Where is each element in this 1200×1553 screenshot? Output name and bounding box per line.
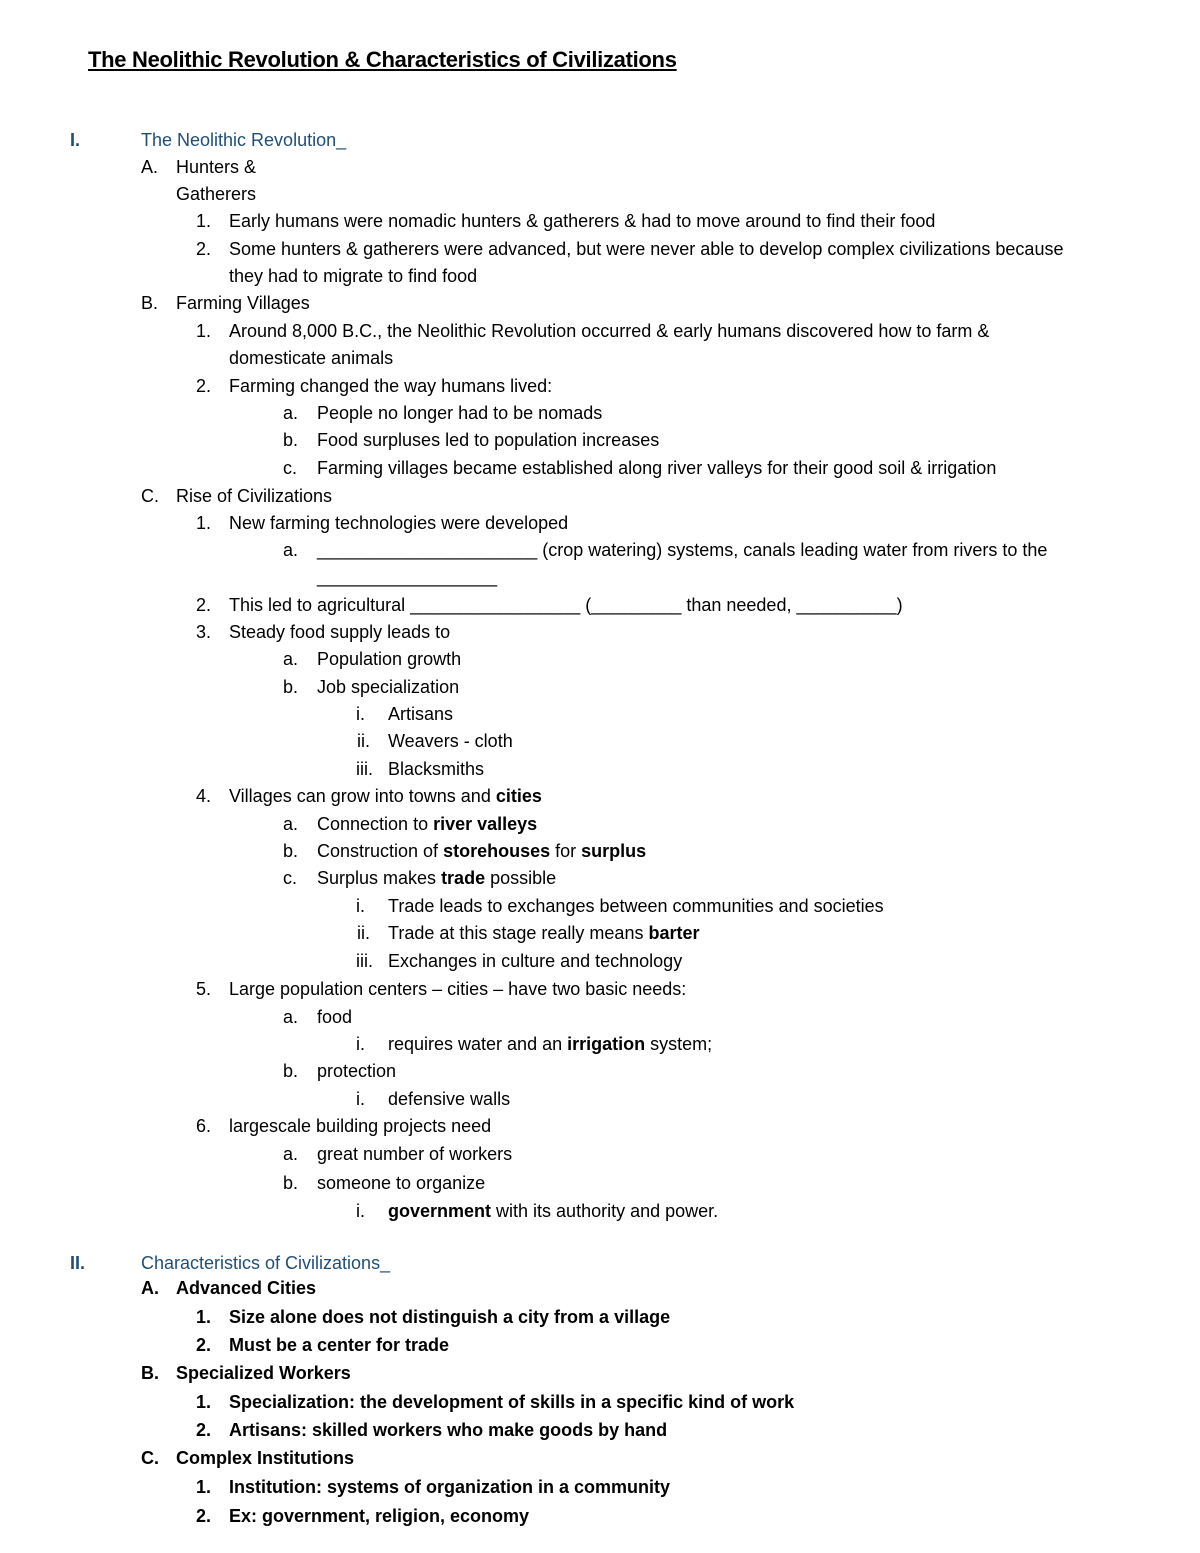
list-marker: i. [356, 704, 365, 724]
outline-item: Artisans: skilled workers who make goods by hand [229, 1420, 668, 1440]
outline-item: Population growth [317, 649, 462, 669]
outline-item: Trade at this stage really means barter [388, 923, 700, 943]
outline-item: Trade leads to exchanges between communities and societies [388, 896, 884, 916]
list-marker: 2. [196, 1506, 212, 1526]
outline-item: largescale building projects need [229, 1116, 492, 1136]
outline-item: Specialized Workers [176, 1363, 351, 1383]
outline-item: requires water and an irrigation system; [388, 1034, 713, 1054]
fill-in-blank: This led to agricultural _________________ (_________ than needed, __________) [229, 595, 903, 615]
list-marker: 5. [196, 979, 212, 999]
outline-item: Weavers - cloth [388, 731, 513, 751]
list-marker: 1. [196, 513, 212, 533]
list-marker: a. [283, 814, 299, 834]
list-marker: a. [283, 1007, 299, 1027]
outline-item: Size alone does not distinguish a city from a village [229, 1307, 671, 1327]
outline-item: Institution: systems of organization in a community [229, 1477, 671, 1497]
list-marker: b. [283, 1173, 299, 1193]
outline-item: Must be a center for trade [229, 1335, 450, 1355]
list-marker: b. [283, 677, 299, 697]
list-marker: i. [356, 1089, 365, 1109]
outline-item: Complex Institutions [176, 1448, 355, 1468]
list-marker: B. [141, 293, 159, 313]
list-marker: A. [141, 157, 159, 177]
list-marker: C. [141, 1448, 159, 1468]
list-marker: 2. [196, 376, 212, 396]
outline-item: Blacksmiths [388, 759, 485, 779]
list-marker: C. [141, 486, 159, 506]
outline-item: New farming technologies were developed [229, 513, 569, 533]
section-heading: Characteristics of Civilizations_ [141, 1253, 391, 1273]
list-marker: b. [283, 430, 299, 450]
list-marker: 1. [196, 211, 212, 231]
outline-item: domesticate animals [229, 348, 394, 368]
list-marker: 2. [196, 1335, 212, 1355]
list-marker: a. [283, 403, 299, 423]
outline-item: Steady food supply leads to [229, 622, 451, 642]
list-marker: a. [283, 649, 299, 669]
list-marker: 2. [196, 239, 212, 259]
outline-item: Villages can grow into towns and cities [229, 786, 542, 806]
outline-item: defensive walls [388, 1089, 511, 1109]
outline-item: Large population centers – cities – have two basic needs: [229, 979, 687, 999]
fill-in-blank: __________________ [317, 567, 498, 587]
outline-item: Food surpluses led to population increases [317, 430, 660, 450]
outline-item: People no longer had to be nomads [317, 403, 603, 423]
section-number: II. [70, 1253, 86, 1273]
list-marker: 1. [196, 1477, 212, 1497]
outline-item: Job specialization [317, 677, 460, 697]
list-marker: 2. [196, 1420, 212, 1440]
list-marker: a. [283, 1144, 299, 1164]
outline-item: Specialization: the development of skills in a specific kind of work [229, 1392, 795, 1412]
list-marker: a. [283, 540, 299, 560]
list-marker: 1. [196, 1307, 212, 1327]
outline-item: someone to organize [317, 1173, 486, 1193]
outline-item: great number of workers [317, 1144, 513, 1164]
outline-item: government with its authority and power. [388, 1201, 719, 1221]
outline-item: Construction of storehouses for surplus [317, 841, 647, 861]
outline-item: Artisans [388, 704, 454, 724]
list-marker: i. [356, 1201, 365, 1221]
list-marker: 4. [196, 786, 212, 806]
outline-item: they had to migrate to find food [229, 266, 478, 286]
outline-item: Farming Villages [176, 293, 310, 313]
list-marker: A. [141, 1278, 159, 1298]
list-marker: 1. [196, 321, 212, 341]
outline-item: protection [317, 1061, 397, 1081]
section-number: I. [70, 130, 81, 150]
page-title: The Neolithic Revolution & Characteristics of Civilizations [88, 47, 677, 72]
list-marker: iii. [356, 759, 373, 779]
outline-item: Surplus makes trade possible [317, 868, 557, 888]
list-marker: B. [141, 1363, 159, 1383]
outline-item: Early humans were nomadic hunters & gatherers & had to move around to find their food [229, 211, 936, 231]
outline-item: Connection to river valleys [317, 814, 538, 834]
outline-item: Farming villages became established along river valleys for their good soil & irrigation [317, 458, 997, 478]
list-marker: ii. [357, 923, 370, 943]
outline-item: Gatherers [176, 184, 257, 204]
list-marker: c. [283, 458, 298, 478]
outline-item: Hunters & [176, 157, 257, 177]
list-marker: c. [283, 868, 298, 888]
outline-item: Some hunters & gatherers were advanced, but were never able to develop complex civilizations because [229, 239, 1064, 259]
outline-item: Around 8,000 B.C., the Neolithic Revolution occurred & early humans discovered how to farm & [229, 321, 990, 341]
list-marker: i. [356, 1034, 365, 1054]
outline-item: Advanced Cities [176, 1278, 317, 1298]
list-marker: 3. [196, 622, 212, 642]
list-marker: iii. [356, 951, 373, 971]
list-marker: 6. [196, 1116, 212, 1136]
list-marker: b. [283, 1061, 299, 1081]
list-marker: 2. [196, 595, 212, 615]
outline-item: Ex: government, religion, economy [229, 1506, 530, 1526]
list-marker: ii. [357, 731, 370, 751]
list-marker: 1. [196, 1392, 212, 1412]
outline-item: food [317, 1007, 353, 1027]
section-heading: The Neolithic Revolution_ [141, 130, 347, 150]
fill-in-blank: ______________________ (crop watering) systems, canals leading water from rivers to the [317, 540, 1048, 560]
list-marker: b. [283, 841, 299, 861]
outline-item: Exchanges in culture and technology [388, 951, 683, 971]
list-marker: i. [356, 896, 365, 916]
outline-item: Rise of Civilizations [176, 486, 333, 506]
outline-item: Farming changed the way humans lived: [229, 376, 553, 396]
